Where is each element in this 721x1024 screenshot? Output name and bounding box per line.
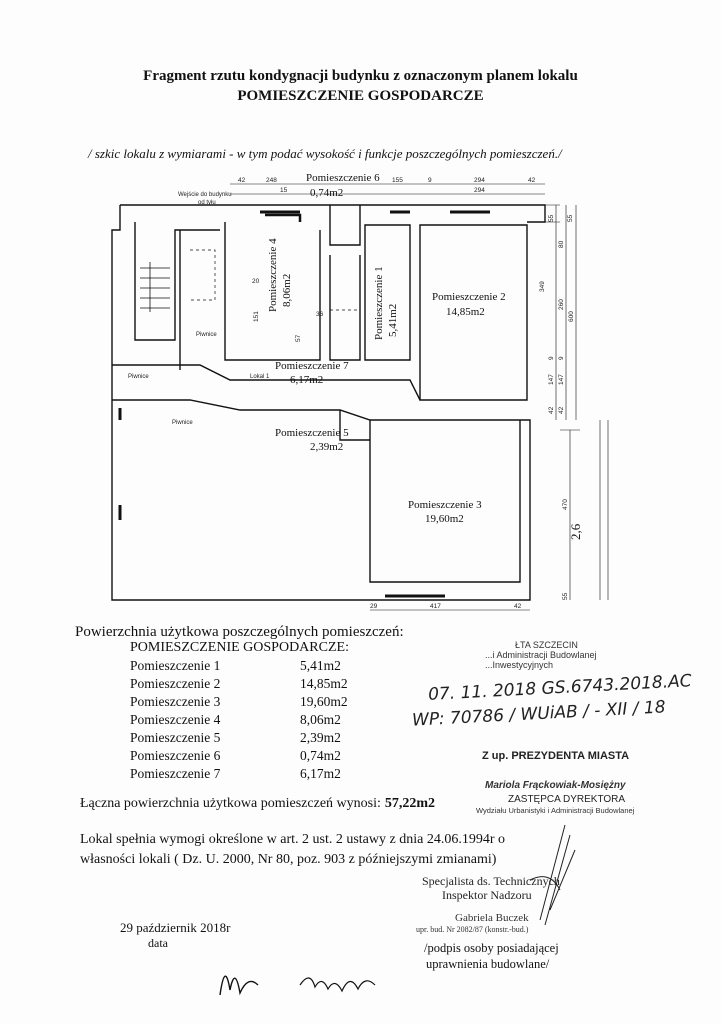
room-1-area: 5,41m2 bbox=[387, 303, 399, 337]
dimension-label: 15 bbox=[280, 187, 288, 194]
area-row-name: Pomieszczenie 7 bbox=[130, 766, 221, 781]
inspector-license: upr. bud. Nr 2082/87 (konstr.-bud.) bbox=[416, 925, 529, 934]
dimension-label: 29 bbox=[370, 603, 378, 610]
area-row-value: 5,41m2 bbox=[300, 658, 341, 673]
dimension-label: 42 bbox=[548, 406, 555, 414]
dimension-label: 9 bbox=[428, 177, 432, 184]
dimension-label: 80 bbox=[558, 240, 565, 248]
stamp-role: ZASTĘPCA DYREKTORA bbox=[508, 794, 626, 805]
room-5-area: 2,39m2 bbox=[310, 441, 344, 453]
entrance-label-2: od tyłu bbox=[198, 200, 216, 206]
area-row-value: 0,74m2 bbox=[300, 748, 341, 763]
legal-note: Lokal spełnia wymogi określone w art. 2 ust. 2 ustawy z dnia 24.06.1994r o własności lokali ( Dz. U. 2000, Nr 80, poz. 903 z późniejszymi zmianami) bbox=[80, 832, 505, 867]
area-row-value: 8,06m2 bbox=[300, 712, 341, 727]
dimension-label: 9 bbox=[558, 356, 565, 360]
dimension-label: 42 bbox=[528, 177, 536, 184]
dimension-label: 55 bbox=[562, 592, 569, 600]
dimension-label: 260 bbox=[558, 299, 565, 310]
total-area-value: 57,22m2 bbox=[384, 796, 436, 811]
room-5-label: Pomieszczenie 5 bbox=[275, 427, 349, 439]
area-row bbox=[130, 730, 341, 746]
stamp-person: Mariola Frąckowiak-Mosiężny bbox=[485, 780, 626, 791]
wall bbox=[112, 365, 420, 400]
date-label: data bbox=[148, 936, 168, 950]
stamp-dept: Wydziału Urbanistyki i Administracji Budowlanej bbox=[476, 806, 635, 815]
area-row-value: 14,85m2 bbox=[300, 676, 348, 691]
wall bbox=[330, 255, 360, 360]
signature-scribble bbox=[520, 820, 580, 930]
areas-heading: Powierzchnia użytkowa poszczególnych pomieszczeń: bbox=[75, 624, 404, 640]
dimension-label: 151 bbox=[253, 311, 260, 322]
area-row bbox=[130, 676, 348, 692]
office-stamp bbox=[455, 640, 597, 670]
inspector-title: Specjalista ds. Technicznych bbox=[422, 874, 560, 888]
dimension-label: 147 bbox=[558, 374, 565, 385]
dimension-label: 248 bbox=[266, 177, 277, 184]
wall bbox=[135, 222, 220, 340]
total-area bbox=[80, 796, 435, 812]
dimension-label: 55 bbox=[567, 214, 574, 222]
room-1-label: Pomieszczenie 1 bbox=[373, 266, 385, 340]
dimension-label: 9 bbox=[548, 356, 555, 360]
entrance-label: Wejście do budynku bbox=[178, 192, 232, 198]
stamp-line: ...i Administracji Budowlanej bbox=[485, 650, 597, 660]
area-row-name: Pomieszczenie 2 bbox=[130, 676, 221, 691]
area-row bbox=[130, 694, 348, 710]
inspector-name: Gabriela Buczek bbox=[455, 912, 529, 924]
wall bbox=[112, 400, 520, 420]
height-mark: 2,6 bbox=[568, 523, 583, 540]
signature-caption bbox=[424, 940, 584, 972]
dimension-label: 20 bbox=[252, 278, 260, 285]
room-3-label: Pomieszczenie 3 bbox=[408, 499, 482, 511]
wall bbox=[330, 205, 360, 245]
room-6-area: 0,74m2 bbox=[310, 187, 344, 199]
room-4-area: 8,06m2 bbox=[281, 273, 293, 307]
dimension-label: 42 bbox=[558, 406, 565, 414]
area-row bbox=[130, 658, 341, 674]
date-value: 29 październik 2018r bbox=[120, 920, 231, 935]
area-row-name: Pomieszczenie 3 bbox=[130, 694, 221, 709]
cellar-label: Piwnice bbox=[196, 332, 217, 338]
dimension-label: 36 bbox=[316, 311, 324, 318]
room-7-area: 6,17m2 bbox=[290, 374, 324, 386]
dimension-label: 147 bbox=[548, 374, 555, 385]
total-area-label: Łączna powierzchnia użytkowa pomieszczeń wynosi: bbox=[80, 796, 381, 811]
areas-subheading: POMIESZCZENIE GOSPODARCZE: bbox=[130, 640, 349, 655]
dimension-label: 57 bbox=[295, 334, 302, 342]
dimension-label: 294 bbox=[474, 187, 485, 194]
dimension-label: 42 bbox=[514, 603, 522, 610]
dimension-label: 349 bbox=[539, 281, 546, 292]
dimension-label: 155 bbox=[392, 177, 403, 184]
unit-label: Lokal 1 bbox=[250, 374, 270, 380]
room-7-label: Pomieszczenie 7 bbox=[275, 360, 349, 372]
wall bbox=[365, 225, 410, 360]
area-row-name: Pomieszczenie 5 bbox=[130, 730, 221, 745]
sketch-caption: / szkic lokalu z wymiarami - w tym podać wysokość i funkcje poszczególnych pomieszczeń./ bbox=[88, 146, 562, 161]
document-subject: POMIESZCZENIE GOSPODARCZE bbox=[237, 88, 484, 104]
area-row bbox=[130, 766, 341, 782]
dimension-label: 55 bbox=[548, 214, 555, 222]
area-row bbox=[130, 712, 341, 728]
signature-caption-line: /podpis osoby posiadającej bbox=[424, 941, 559, 955]
area-row bbox=[130, 748, 341, 764]
stamp-zup: Z up. PREZYDENTA MIASTA bbox=[482, 750, 630, 762]
area-row-name: Pomieszczenie 4 bbox=[130, 712, 221, 727]
area-row-value: 6,17m2 bbox=[300, 766, 341, 781]
area-row-name: Pomieszczenie 6 bbox=[130, 748, 221, 763]
room-3-area: 19,60m2 bbox=[425, 513, 464, 525]
document-title: Fragment rzutu kondygnacji budynku z oznaczonym planem lokalu bbox=[143, 68, 578, 84]
room-4-label: Pomieszczenie 4 bbox=[267, 238, 279, 312]
right-dimensions bbox=[539, 214, 575, 600]
dimension-label: 417 bbox=[430, 603, 441, 610]
dimension-label: 600 bbox=[568, 311, 575, 322]
stamp-city: ŁTA SZCZECIN bbox=[515, 640, 578, 650]
stairs bbox=[140, 262, 170, 312]
room-6-label: Pomieszczenie 6 bbox=[306, 172, 380, 184]
dimension-label: 42 bbox=[238, 177, 246, 184]
area-row-name: Pomieszczenie 1 bbox=[130, 658, 221, 673]
cellar-label: Piwnice bbox=[128, 374, 149, 380]
dimension-label: 470 bbox=[562, 499, 569, 510]
handwritten-signature bbox=[210, 955, 390, 1005]
cellar-label: Piwnice bbox=[172, 420, 193, 426]
dimension-label: 294 bbox=[474, 177, 485, 184]
area-row-value: 2,39m2 bbox=[300, 730, 341, 745]
handwritten-reference: 07. 11. 2018 GS.6743.2018.AC bbox=[427, 671, 693, 705]
room-2-label: Pomieszczenie 2 bbox=[432, 291, 506, 303]
area-row-value: 19,60m2 bbox=[300, 694, 348, 709]
handwritten-reference: WP: 70786 / WUiAB / - XII / 18 bbox=[411, 697, 667, 731]
signature-caption-line: uprawnienia budowlane/ bbox=[426, 957, 550, 971]
stamp-line: ...Inwestycyjnych bbox=[485, 660, 554, 670]
inspector-title: Inspektor Nadzoru bbox=[442, 888, 532, 902]
room-2-area: 14,85m2 bbox=[446, 306, 485, 318]
